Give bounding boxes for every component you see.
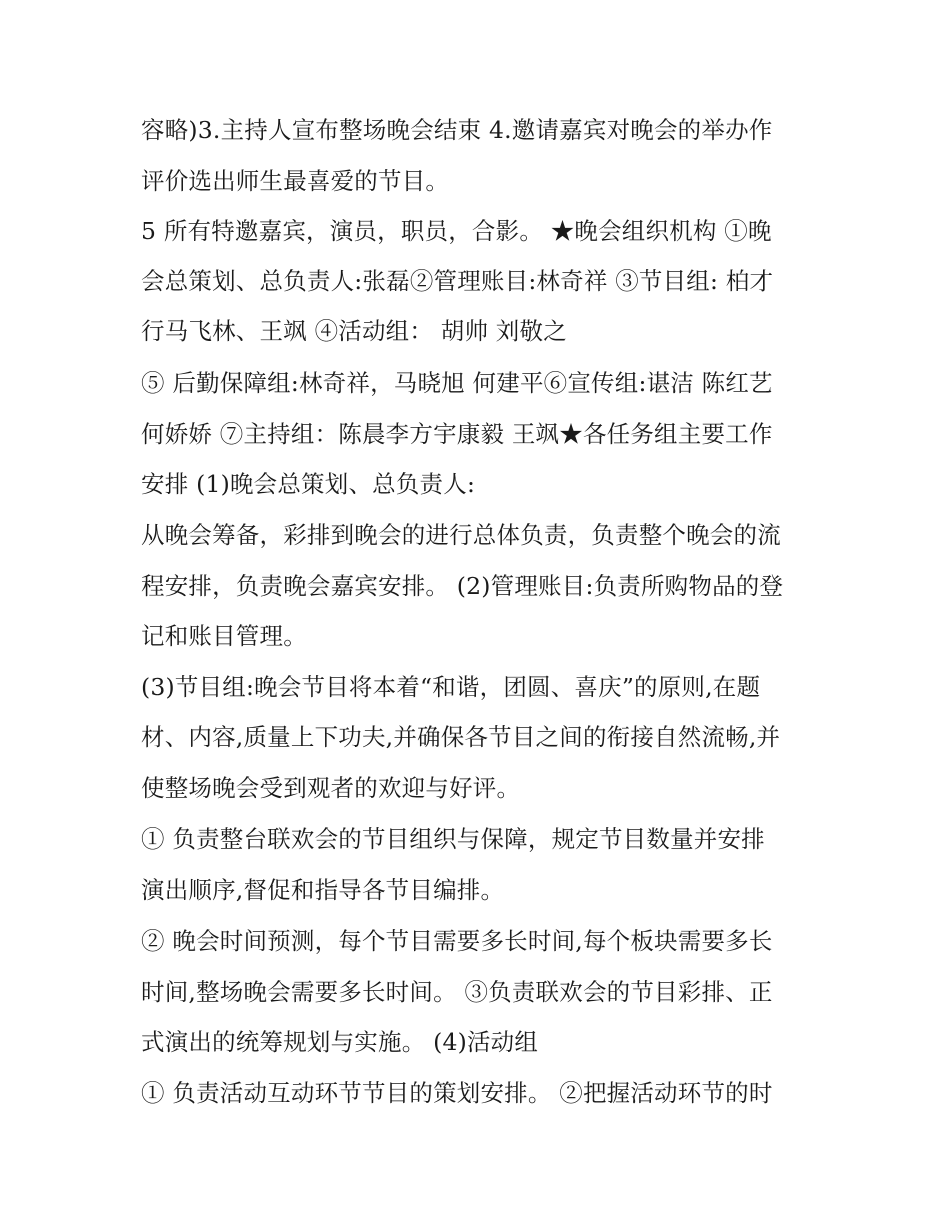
text-line: ① 负责活动互动环节节目的策划安排。 ②把握活动环节的时 [141,1079,773,1107]
text-line: 使整场晚会受到观者的欢迎与好评。 [141,774,521,802]
text-line: 行马飞林、王飒 ④活动组： 胡帅 刘敬之 [141,317,567,345]
text-line: 安排 (1)晚会总策划、总负责人: [141,470,476,498]
text-line: 材、内容,质量上下功夫,并确保各节目之间的衔接自然流畅,并 [141,723,781,751]
text-line: 会总策划、总负责人:张磊②管理账目:林奇祥 ③节目组: 柏才 [141,267,774,295]
text-line: 从晚会筹备，彩排到晚会的进行总体负责，负责整个晚会的流 [141,521,781,549]
text-line: 时间,整场晚会需要多长时间。 ③负责联欢会的节目彩排、正 [141,978,773,1006]
text-line: 记和账目管理。 [141,622,307,650]
text-line: (3)节目组:晚会节目将本着“和谐，团圆、喜庆”的原则,在题 [141,673,761,701]
text-line: 式演出的统筹规划与实施。 (4)活动组 [141,1028,539,1056]
text-line: 程安排，负责晚会嘉宾安排。 (2)管理账目:负责所购物品的登 [141,572,784,600]
text-line: 演出顺序,督促和指导各节目编排。 [141,876,505,904]
text-line: 何娇娇 ⑦主持组：陈晨李方宇康毅 王飒★各任务组主要工作 [141,420,773,448]
text-line: 5 所有特邀嘉宾，演员，职员，合影。 ★晚会组织机构 ①晚 [141,217,772,245]
text-line: ② 晚会时间预测，每个节目需要多长时间,每个板块需要多长 [141,927,773,955]
text-line: ① 负责整台联欢会的节目组织与保障，规定节目数量并安排 [141,825,765,853]
text-line: ⑤ 后勤保障组:林奇祥，马晓旭 何建平⑥宣传组:谌洁 陈红艺 [141,369,773,397]
text-line: 评价选出师生最喜爱的节目。 [141,167,450,195]
text-line: 容略)3.主持人宣布整场晚会结束 4.邀请嘉宾对晚会的举办作 [141,116,773,144]
